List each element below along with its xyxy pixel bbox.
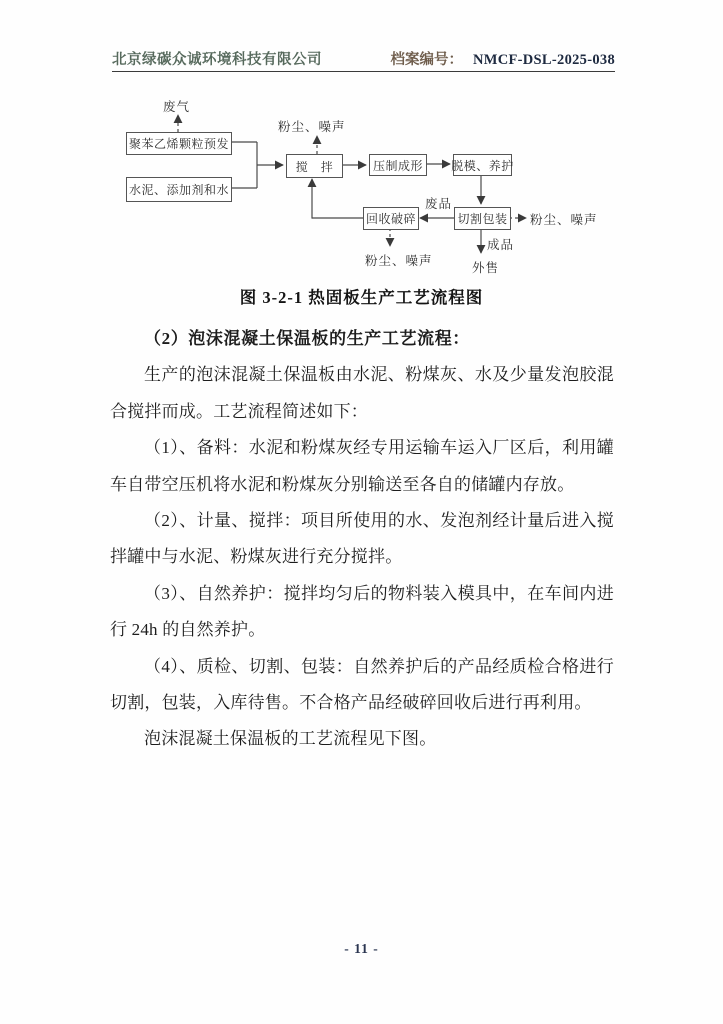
- flowchart-label-dust-noise-mixing: 粉尘、噪声: [278, 120, 346, 134]
- paragraph-step2-metering-mixing: （2）、计量、搅拌：项目所使用的水、发泡剂经计量后进入搅拌罐中与水泥、粉煤灰进行充分搅拌。: [110, 511, 614, 567]
- flowchart-box-press-forming: 压制成形: [369, 154, 427, 176]
- flowchart-label-dust-noise-recycle: 粉尘、噪声: [365, 254, 433, 268]
- archive-number: NMCF-DSL-2025-038: [472, 52, 615, 68]
- flowchart-label-waste-gas: 废气: [163, 100, 191, 114]
- process-flowchart: [95, 90, 640, 282]
- paragraph-see-figure-below: 泡沫混凝土保温板的工艺流程见下图。: [144, 729, 437, 749]
- paragraph-overview: 生产的泡沫混凝土保温板由水泥、粉煤灰、水及少量发泡胶混合搅拌而成。工艺流程简述如下：: [110, 365, 614, 421]
- flowchart-box-cutting-packing: 切割包装: [454, 207, 511, 230]
- paragraph-step4-inspection-cutting-packing: （4）、质检、切割、包装：自然养护后的产品经质检合格进行切割，包装，入库待售。不合格产品经破碎回收后进行再利用。: [110, 656, 614, 713]
- figure-caption: 图 3-2-1 热固板生产工艺流程图: [239, 288, 484, 307]
- section-heading: （2）泡沫混凝土保温板的生产工艺流程：: [144, 329, 470, 348]
- company-name: 北京绿碳众诚环境科技有限公司: [112, 52, 322, 68]
- header-divider: [112, 71, 615, 72]
- flowchart-label-external-sale: 外售: [472, 261, 500, 275]
- flowchart-box-mixing: 搅 拌: [286, 154, 343, 178]
- page-number: - 11 -: [344, 941, 379, 956]
- body-text: [110, 321, 614, 758]
- flowchart-label-waste-product: 废品: [425, 197, 453, 211]
- page-header: [112, 48, 615, 68]
- archive-label: 档案编号：: [390, 52, 463, 68]
- paragraph-step3-natural-curing: （3）、自然养护：搅拌均匀后的物料装入模具中，在车间内进行 24h 的自然养护。: [110, 583, 614, 640]
- flowchart-box-demolding-curing: 脱模、养护: [453, 154, 512, 176]
- paragraph-step1-preparation: （1）、备料：水泥和粉煤灰经专用运输车运入厂区后，利用罐车自带空压机将水泥和粉煤灰分别输送至各自的储罐内存放。: [110, 438, 614, 494]
- archive-field: [390, 48, 615, 69]
- flowchart-box-polystyrene-prefoaming: 聚苯乙烯颗粒预发: [126, 132, 232, 155]
- flowchart-label-dust-noise-cutting: 粉尘、噪声: [530, 213, 598, 227]
- flowchart-box-recycle-crushing: 回收破碎: [363, 207, 419, 230]
- flowchart-label-finished-product: 成品: [487, 238, 515, 252]
- flowchart-box-cement-additive-water: 水泥、添加剂和水: [126, 177, 232, 202]
